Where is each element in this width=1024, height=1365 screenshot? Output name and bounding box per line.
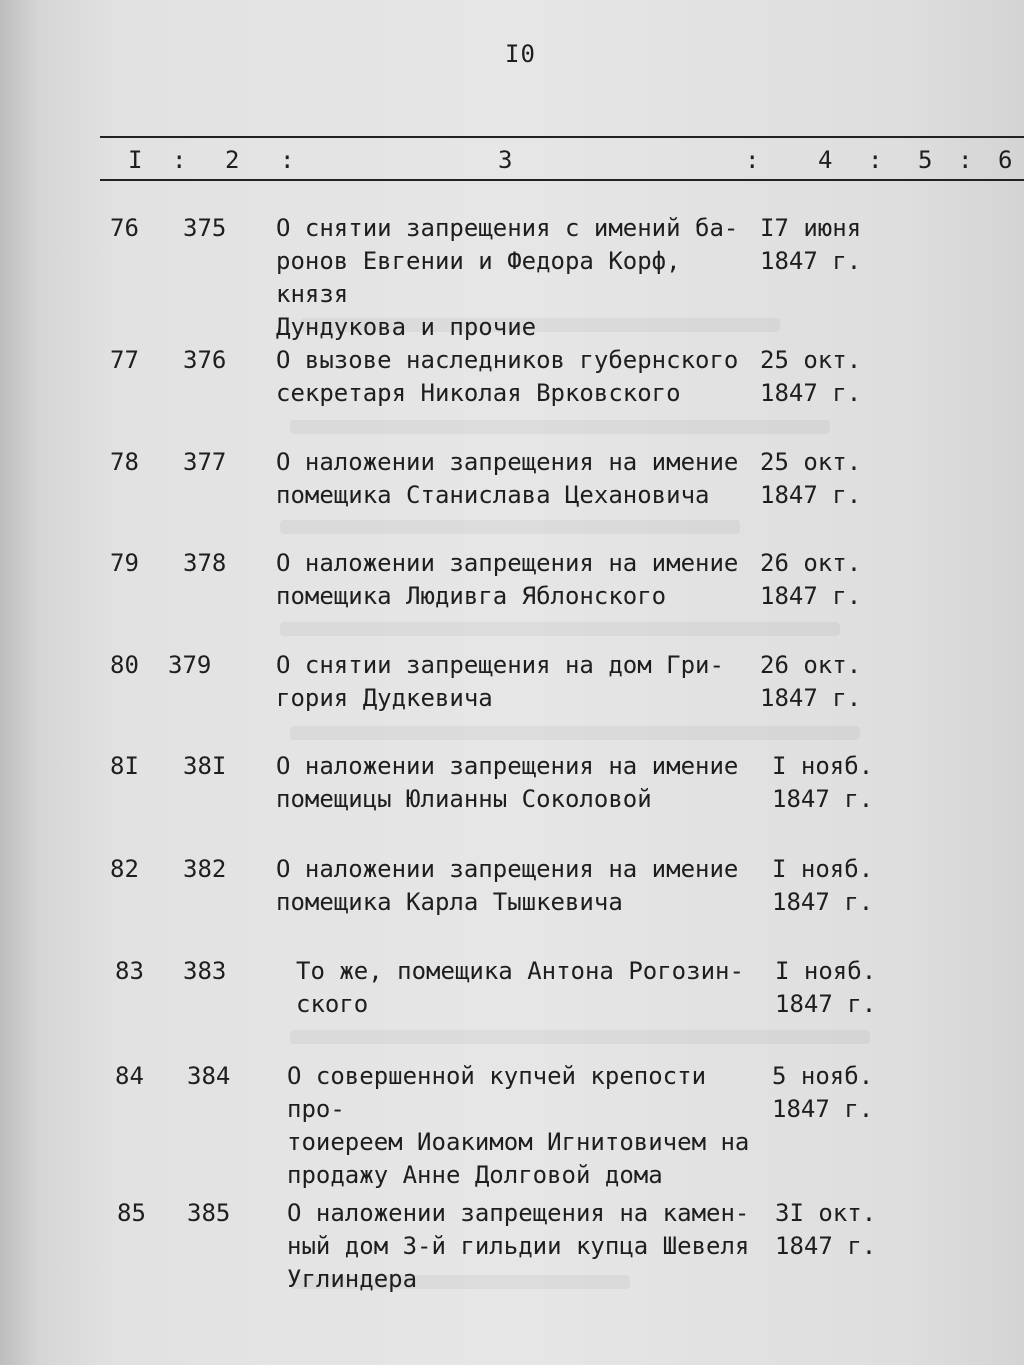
page-number: I0 xyxy=(505,40,536,68)
header-separator: : xyxy=(745,146,760,174)
entry-date: 3I окт. 1847 г. xyxy=(775,1199,877,1260)
inventory-number: 376 xyxy=(183,346,227,374)
header-col-3: 3 xyxy=(498,146,513,174)
table-header-rule xyxy=(100,179,1024,181)
entry-description: То же, помещика Антона Рогозин- ского xyxy=(296,957,744,1018)
entry-description: О наложении запрещения на камен- ный дом 3-й гильдии купца Шевеля Углиндера xyxy=(287,1199,750,1293)
entry-number: 84 xyxy=(115,1062,144,1090)
entry-description: О наложении запрещения на имение помещика Карла Тышкевича xyxy=(276,855,739,916)
table-top-rule xyxy=(100,136,1024,138)
inventory-number: 38I xyxy=(183,752,227,780)
header-col-5: 5 xyxy=(918,146,933,174)
entry-description: О наложении запрещения на имение помещицы Юлианны Соколовой xyxy=(276,752,739,813)
inventory-number: 379 xyxy=(168,651,212,679)
entry-date: 25 окт. 1847 г. xyxy=(760,346,862,407)
entry-date: 5 нояб. 1847 г. xyxy=(772,1062,874,1123)
entry-date: 26 окт. 1847 г. xyxy=(760,651,862,712)
entry-description: О наложении запрещения на имение помещика Людивга Яблонского xyxy=(276,549,739,610)
entry-date: I7 июня 1847 г. xyxy=(760,214,862,275)
entry-date: I нояб. 1847 г. xyxy=(772,855,874,916)
header-col-6: 6 xyxy=(998,146,1013,174)
entry-number: 85 xyxy=(117,1199,146,1227)
entry-number: 78 xyxy=(110,448,139,476)
header-col-1: I xyxy=(128,146,143,174)
entry-description: О снятии запрещения на дом Гри- гория Дудкевича xyxy=(276,651,724,712)
inventory-number: 384 xyxy=(187,1062,231,1090)
entry-date: 26 окт. 1847 г. xyxy=(760,549,862,610)
entry-number: 79 xyxy=(110,549,139,577)
entry-number: 8I xyxy=(110,752,139,780)
entry-description: О вызове наследников губернского секретаря Николая Врковского xyxy=(276,346,739,407)
entry-number: 77 xyxy=(110,346,139,374)
inventory-number: 378 xyxy=(183,549,227,577)
entry-date: I нояб. 1847 г. xyxy=(772,752,874,813)
entry-description: О совершенной купчей крепости про- тоиереем Иоакимом Игнитовичем на продажу Анне Долговой дома xyxy=(287,1062,750,1189)
inventory-number: 375 xyxy=(183,214,227,242)
header-col-4: 4 xyxy=(818,146,833,174)
entry-number: 83 xyxy=(115,957,144,985)
entry-number: 80 xyxy=(110,651,139,679)
header-separator: : xyxy=(280,146,295,174)
entry-date: 25 окт. 1847 г. xyxy=(760,448,862,509)
entry-number: 76 xyxy=(110,214,139,242)
inventory-number: 377 xyxy=(183,448,227,476)
entry-description: О наложении запрещения на имение помещика Станислава Цехановича xyxy=(276,448,739,509)
entry-number: 82 xyxy=(110,855,139,883)
entry-description: О снятии запрещения с имений ба- ронов Евгении и Федора Корф, князя Дундукова и прочие xyxy=(276,214,739,341)
inventory-number: 383 xyxy=(183,957,227,985)
header-separator: : xyxy=(172,146,187,174)
table-header xyxy=(100,146,1024,176)
inventory-number: 385 xyxy=(187,1199,231,1227)
header-separator: : xyxy=(868,146,883,174)
inventory-number: 382 xyxy=(183,855,227,883)
header-col-2: 2 xyxy=(225,146,240,174)
header-separator: : xyxy=(958,146,973,174)
entry-date: I нояб. 1847 г. xyxy=(775,957,877,1018)
